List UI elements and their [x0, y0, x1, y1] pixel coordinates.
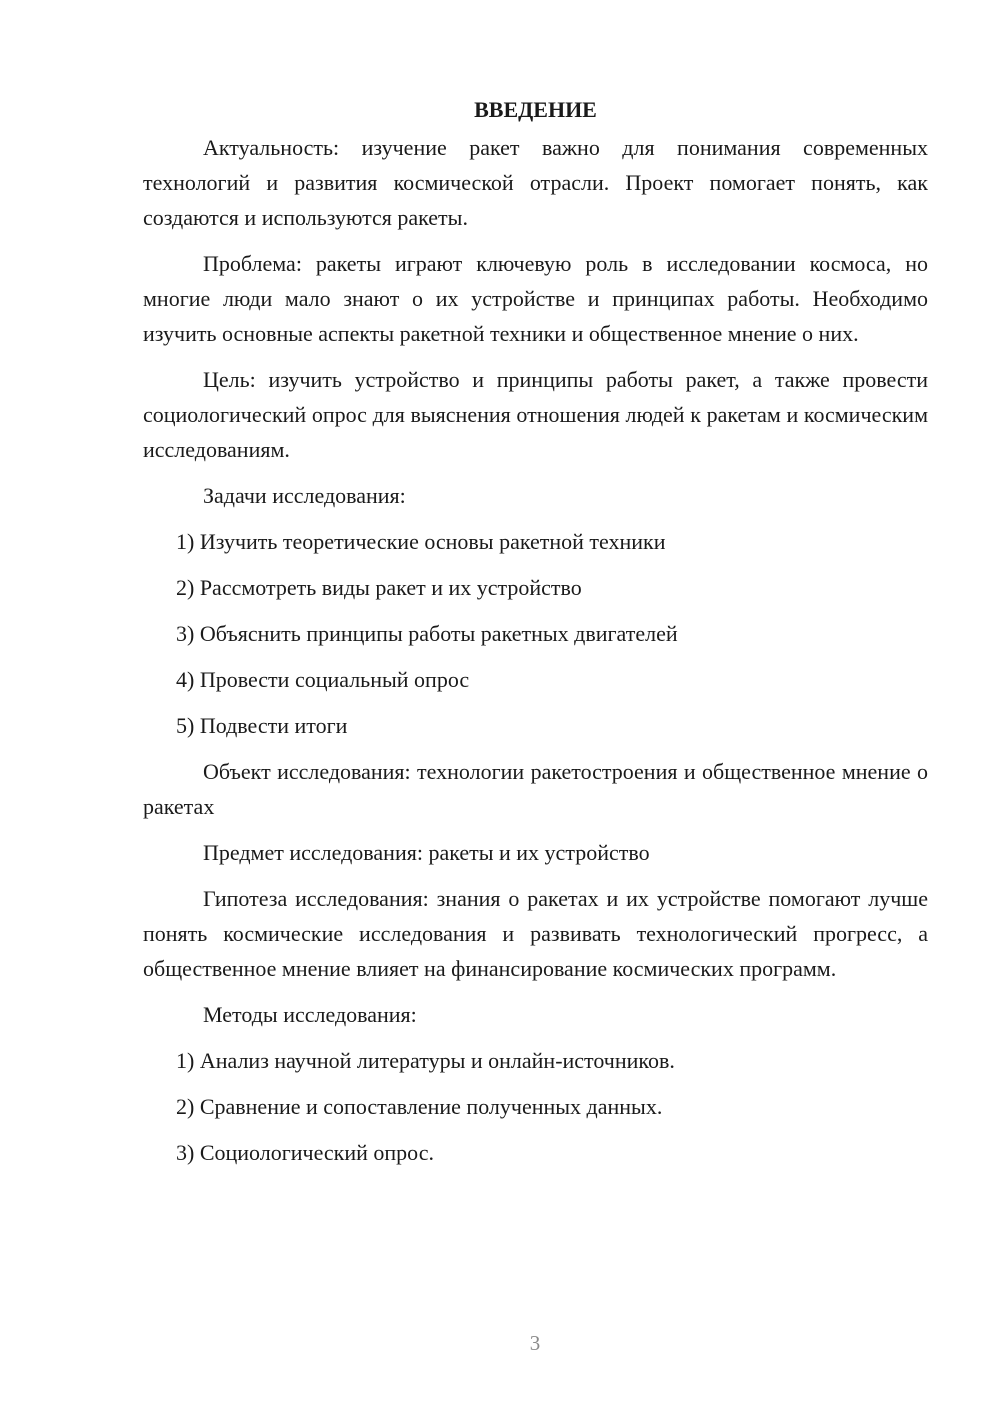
task-item: 2) Рассмотреть виды ракет и их устройство	[176, 575, 582, 600]
tasks-heading: Задачи исследования:	[203, 483, 406, 508]
hypothesis-paragraph: Гипотеза исследования: знания о ракетах и их устройстве помогают лучше понять космические исследования и развивать технологический прогресс, а общественное мнение влияет на финансирование космических программ.	[143, 886, 928, 981]
method-item: 3) Социологический опрос.	[176, 1140, 434, 1165]
task-item: 1) Изучить теоретические основы ракетной техники	[176, 529, 666, 554]
relevance-paragraph: Актуальность: изучение ракет важно для понимания современных технологий и развития космической отрасли. Проект помогает понять, как создаются и используются ракеты.	[143, 135, 928, 230]
page-content	[143, 92, 928, 1181]
problem-paragraph: Проблема: ракеты играют ключевую роль в исследовании космоса, но многие люди мало знают о их устройстве и принципах работы. Необходимо изучить основные аспекты ракетной техники и общественное мнение о них.	[143, 251, 928, 346]
task-item: 3) Объяснить принципы работы ракетных двигателей	[176, 621, 678, 646]
section-title: ВВЕДЕНИЕ	[474, 97, 597, 122]
subject-paragraph: Предмет исследования: ракеты и их устройство	[203, 840, 650, 865]
method-item: 1) Анализ научной литературы и онлайн-источников.	[176, 1048, 675, 1073]
object-paragraph: Объект исследования: технологии ракетостроения и общественное мнение о ракетах	[143, 759, 928, 819]
methods-heading: Методы исследования:	[203, 1002, 417, 1027]
method-item: 2) Сравнение и сопоставление полученных данных.	[176, 1094, 663, 1119]
task-item: 4) Провести социальный опрос	[176, 667, 470, 692]
task-item: 5) Подвести итоги	[176, 713, 348, 738]
page-number: 3	[529, 1331, 541, 1355]
goal-paragraph: Цель: изучить устройство и принципы работы ракет, а также провести социологический опрос для выяснения отношения людей к ракетам и космическим исследованиям.	[143, 367, 928, 462]
